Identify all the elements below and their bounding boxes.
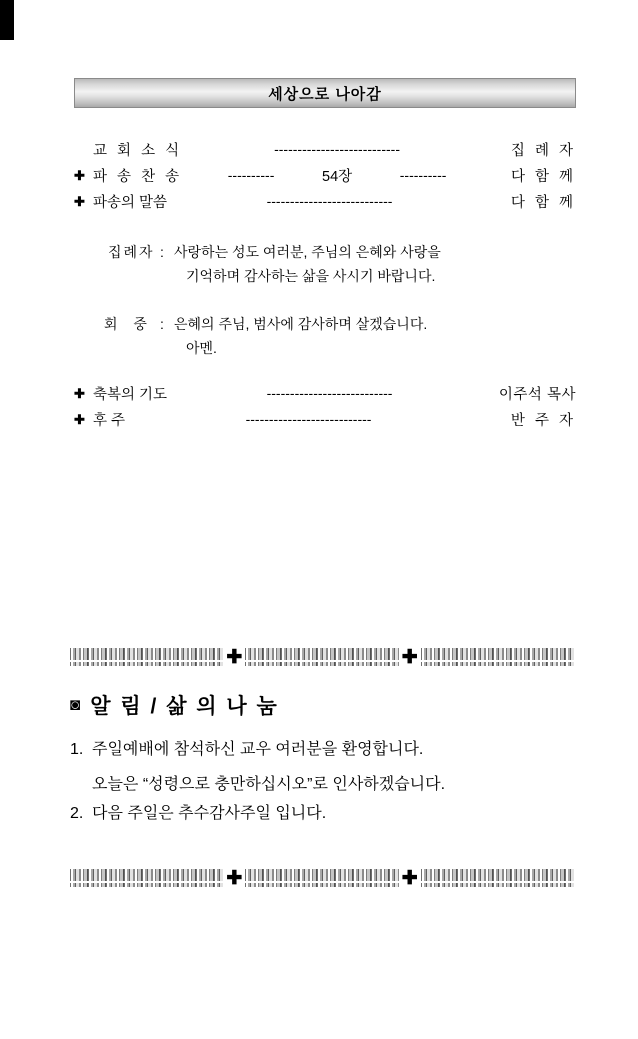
hymn-number: 54장 <box>322 168 353 185</box>
leader-dots: --------------------------- <box>266 385 393 401</box>
chain-ornament <box>421 648 574 666</box>
chain-ornament <box>70 869 223 887</box>
order-item-leader: 다 함 께 <box>510 168 577 185</box>
responsive-reading-leader <box>74 240 576 288</box>
list-item <box>70 800 580 828</box>
order-row <box>74 162 576 188</box>
order-row <box>74 188 576 214</box>
responsive-line <box>74 312 576 336</box>
chain-ornament <box>421 869 574 887</box>
cross-icon: ✚ <box>226 867 243 889</box>
notice-number: 2. <box>70 805 84 822</box>
bullet-square-icon: ◙ <box>70 695 83 714</box>
notice-number: 1. <box>70 741 84 758</box>
notice-line <box>70 800 580 828</box>
order-item-label: 파송의 말씀 <box>93 194 168 211</box>
leader-dots: ---------- <box>399 167 447 183</box>
notices-heading <box>70 690 279 720</box>
order-of-service-list-2 <box>74 380 576 432</box>
section-banner <box>74 78 576 108</box>
order-item-label: 축복의 기도 <box>93 386 168 403</box>
cross-icon: ✚ <box>401 867 418 889</box>
cross-icon: ✚ <box>74 193 85 209</box>
chain-ornament <box>245 648 398 666</box>
ornamental-divider <box>70 645 574 669</box>
cross-icon: ✚ <box>226 646 243 668</box>
chain-ornament <box>70 648 223 666</box>
order-row <box>74 380 576 406</box>
responsive-colon: : <box>160 244 164 260</box>
notice-text: 다음 주일은 추수감사주일 입니다. <box>92 805 327 822</box>
notice-text: 주일예배에 참석하신 교우 여러분을 환영합니다. <box>92 741 424 758</box>
leader-dots: ---------- <box>227 167 275 183</box>
responsive-speaker: 집례자 <box>108 244 155 260</box>
notice-line <box>70 736 580 764</box>
order-item-leader: 다 함 께 <box>510 194 576 211</box>
responsive-text: 은혜의 주님, 범사에 감사하며 살겠습니다. <box>174 316 428 332</box>
notice-subtext: 오늘은 “성령으로 충만하십시오”로 인사하겠습니다. <box>92 776 446 793</box>
notices-list <box>70 736 580 834</box>
responsive-text-cont: 아멘. <box>186 340 217 356</box>
responsive-colon: : <box>160 316 164 332</box>
cross-icon <box>74 143 89 156</box>
responsive-text: 사랑하는 성도 여러분, 주님의 은혜와 사랑을 <box>174 244 441 260</box>
order-item-leader: 집 례 자 <box>510 142 576 159</box>
order-row <box>74 136 576 162</box>
responsive-text-cont: 기억하며 감사하는 삶을 사시기 바랍니다. <box>186 268 436 284</box>
leader-dots: --------------------------- <box>266 193 393 209</box>
section-title: 세상으로 나아감 <box>268 85 382 103</box>
order-item-leader: 반 주 자 <box>510 412 576 429</box>
list-item <box>70 736 580 800</box>
notices-heading-label: 알 림 / 삶 의 나 눔 <box>90 695 279 718</box>
leader-dots: --------------------------- <box>245 411 372 427</box>
order-item-label: 파 송 찬 송 <box>93 168 183 185</box>
order-of-service-list <box>74 136 576 214</box>
ornamental-divider <box>70 866 574 890</box>
order-item-label: 교 회 소 식 <box>93 142 183 159</box>
responsive-reading-congregation <box>74 312 576 360</box>
responsive-speaker: 회 중 <box>104 316 153 332</box>
leader-dots: --------------------------- <box>274 141 400 157</box>
order-item-label: 후 주 <box>93 412 126 429</box>
cross-icon: ✚ <box>74 167 85 183</box>
chain-ornament <box>245 869 398 887</box>
order-item-leader: 이주석 목사 <box>498 386 576 403</box>
cross-icon: ✚ <box>74 385 85 401</box>
responsive-line <box>74 240 576 264</box>
order-row <box>74 406 576 432</box>
cross-icon: ✚ <box>74 411 85 427</box>
cross-icon: ✚ <box>401 646 418 668</box>
